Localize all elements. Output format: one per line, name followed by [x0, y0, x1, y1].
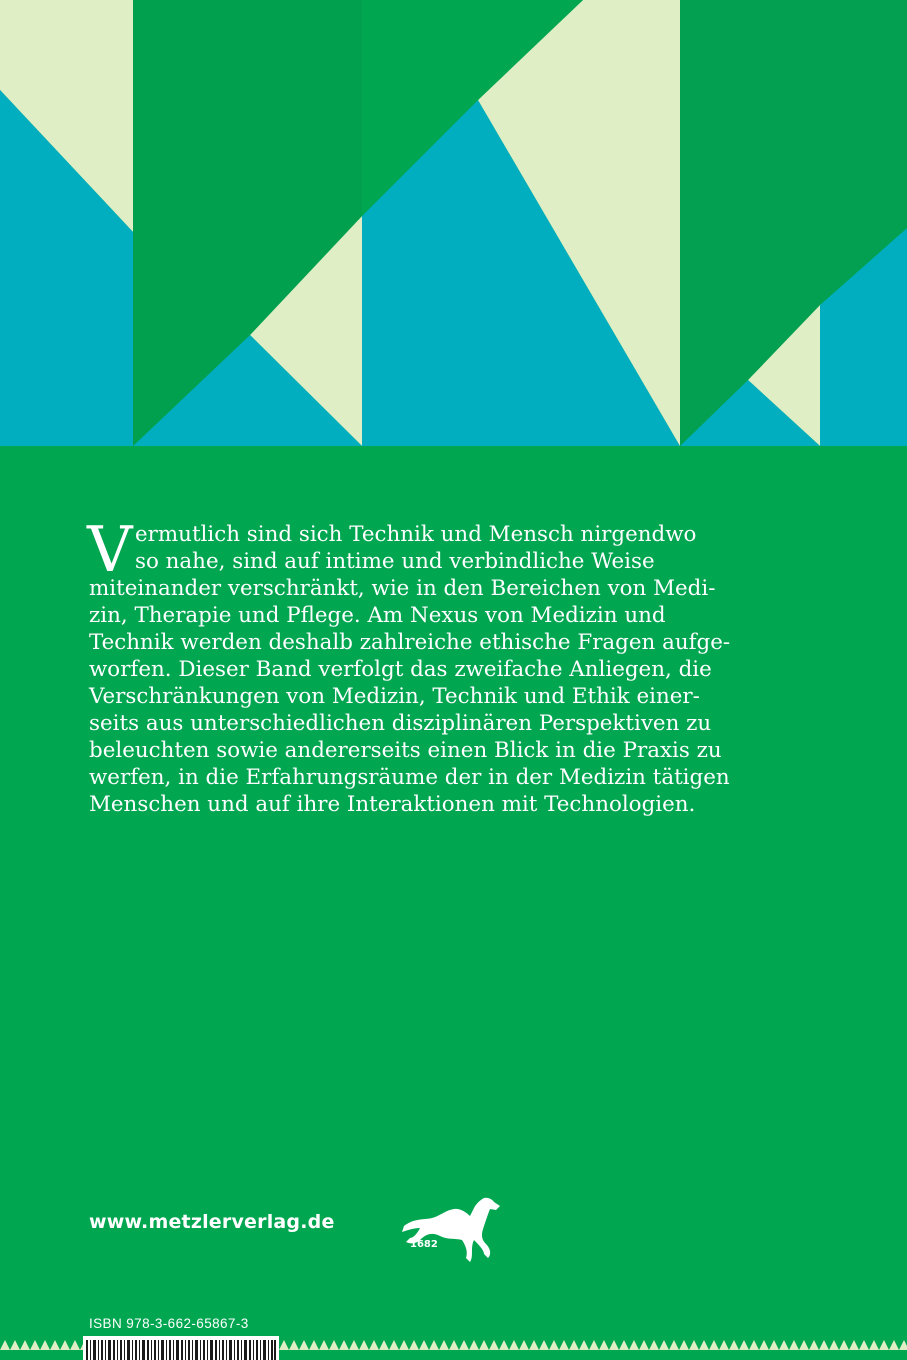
- blurb-line: beleuchten sowie andererseits einen Blick in die Praxis zu: [89, 738, 722, 763]
- blurb-line: Technik werden deshalb zahlreiche ethische Fragen aufge-: [89, 630, 731, 655]
- publisher-logo-year: 1682: [410, 1239, 438, 1250]
- blurb-line: Verschränkungen von Medizin, Technik und Ethik einer-: [89, 684, 700, 709]
- blurb-line: miteinander verschränkt, wie in den Bereichen von Medi-: [89, 576, 716, 601]
- cover-triangle-pattern: [0, 0, 907, 446]
- blurb-line: worfen. Dieser Band verfolgt das zweifache Anliegen, die: [89, 657, 712, 682]
- publisher-website-link[interactable]: www.metzlerverlag.de: [89, 1211, 335, 1233]
- drop-cap: V: [87, 513, 133, 586]
- decorative-zigzag-border: [279, 1340, 907, 1350]
- blurb-line: seits aus unterschiedlichen disziplinären Perspektiven zu: [89, 711, 712, 736]
- blurb-line: werfen, in die Erfahrungsräume der in der Medizin tätigen: [89, 765, 730, 790]
- isbn-number: ISBN 978-3-662-65867-3: [89, 1316, 249, 1331]
- decorative-zigzag-border: [0, 1340, 83, 1350]
- blurb-line: ermutlich sind sich Technik und Mensch nirgendwo: [135, 522, 697, 547]
- blurb-line: zin, Therapie und Pflege. Am Nexus von Medizin und: [89, 603, 666, 628]
- blurb-line: so nahe, sind auf intime und verbindliche Weise: [135, 549, 655, 574]
- blurb-line: Menschen und auf ihre Interaktionen mit Technologien.: [89, 792, 696, 817]
- barcode: [86, 1340, 276, 1360]
- leaping-horse-icon: [400, 1196, 502, 1264]
- back-cover-blurb: [87, 513, 731, 818]
